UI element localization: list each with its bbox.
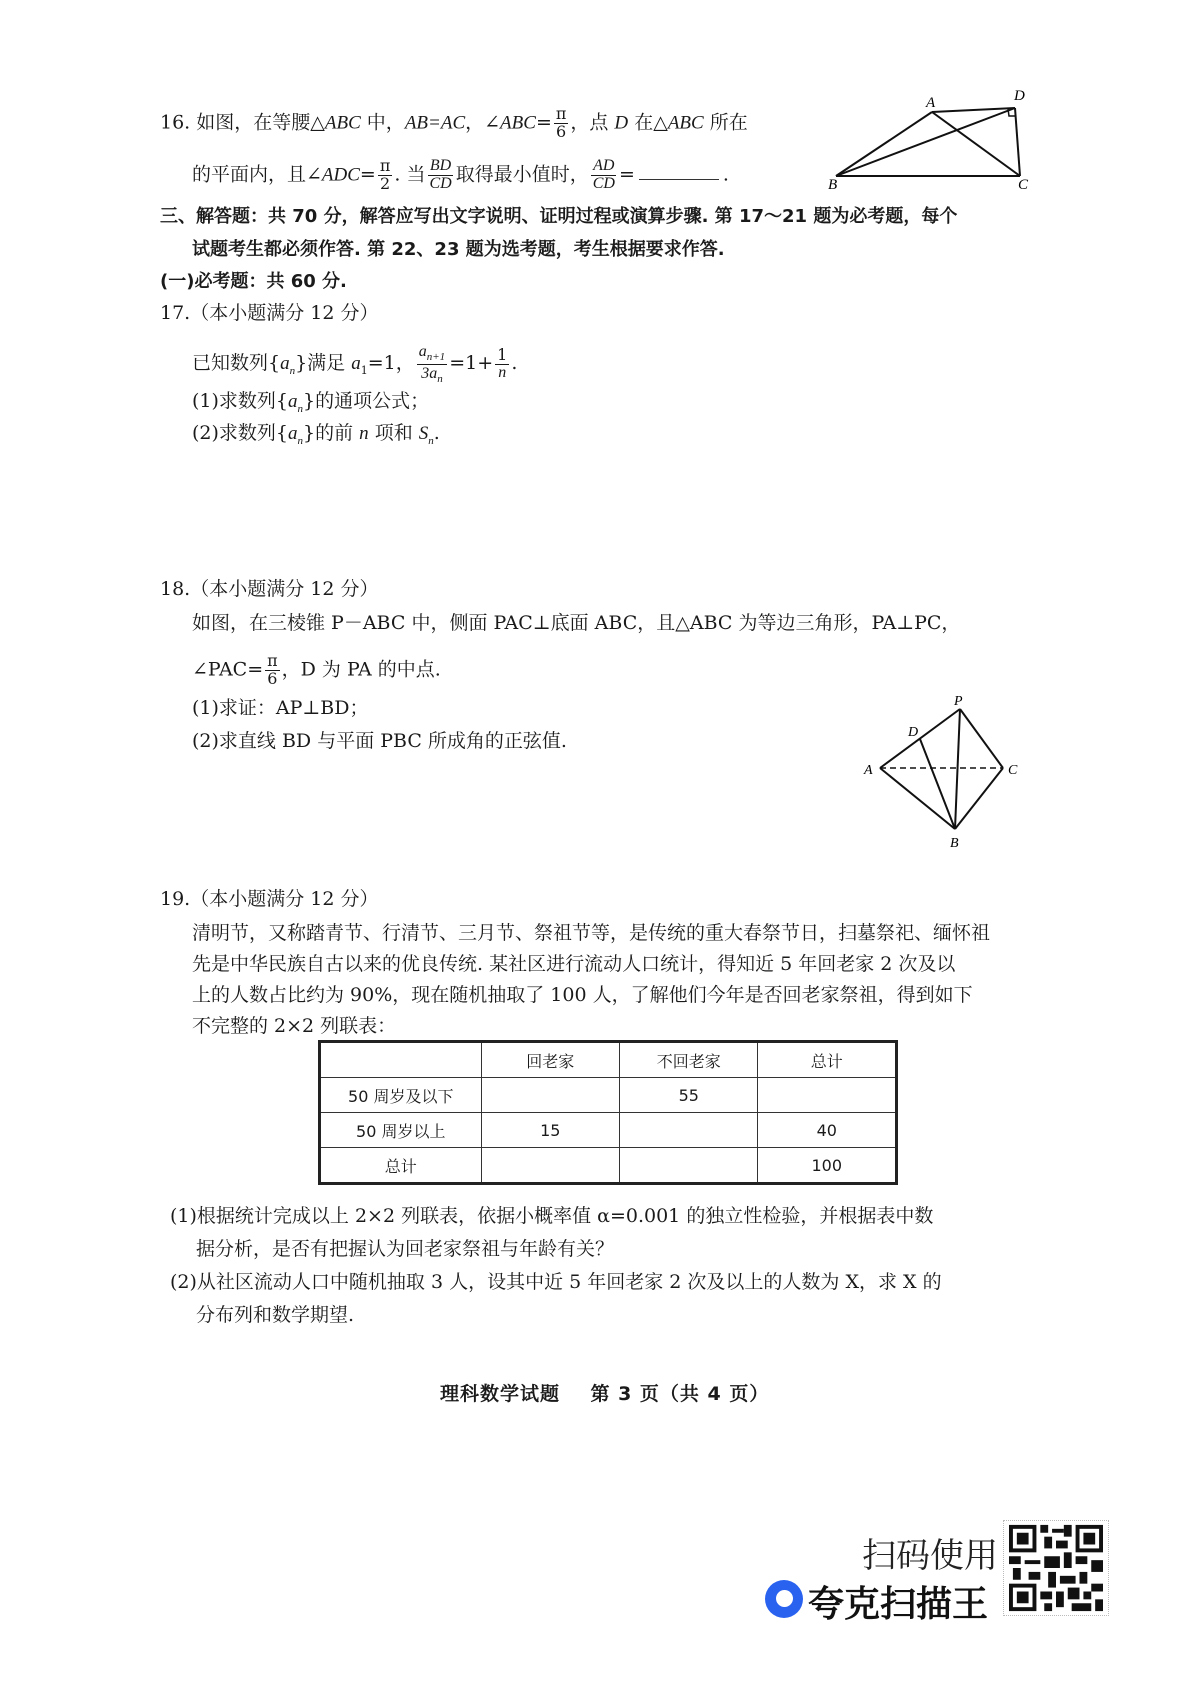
qr-code-icon[interactable] [1003,1520,1109,1616]
edge-AP [880,709,960,768]
text: }的前 [303,422,360,444]
num [417,343,447,365]
quark-logo-icon [765,1580,803,1618]
text: }的通项公式； [303,390,430,412]
q17-stem [192,343,517,385]
q19-line: 清明节，又称踏青节、行清节、三月节、祭祖节等，是传统的重大春祭节日，扫墓祭祀、缅怀祖 [192,922,991,944]
var: ABC [667,112,704,134]
label-D: D [1014,88,1025,104]
label-B: B [950,836,959,851]
q19-line: 先是中华民族自古以来的优良传统. 某社区进行流动人口统计，得知近 5 年回老家 2 次及以 [192,953,956,975]
label-A: A [926,95,936,111]
sub: n [297,402,304,415]
text: (2)求数列{ [192,422,289,444]
text: ，D 为 PA 的中点. [281,658,441,681]
edge-AC [932,112,1020,176]
table-cell: 100 [758,1148,897,1184]
q18-figure [860,690,1040,865]
section3-line1: 三、解答题：共 70 分，解答应写出文字说明、证明过程或演算步骤. 第 17～21 题为必考题，每个 [160,206,958,227]
num: BD [429,157,452,174]
num: π [555,104,567,123]
text: = [618,163,635,186]
table-cell: 总计 [320,1148,482,1184]
var: a [288,391,298,412]
fraction-1-n [495,344,509,382]
q18-line2 [192,653,441,688]
table-header-cell: 不回老家 [620,1042,758,1078]
text: . [433,422,440,444]
q19-part2-line2: 分布列和数学期望. [196,1304,355,1326]
var: D [614,112,629,134]
text: . [722,163,729,186]
fraction-pi-6 [554,106,569,141]
sub: 1 [360,364,368,378]
text: 项和 [368,422,419,444]
table-cell: 50 周岁及以下 [320,1078,482,1113]
text: 中， [360,111,405,134]
text: 取得最小值时， [455,163,589,186]
edge-AD [932,108,1015,112]
label-C: C [1018,177,1029,190]
text: 的平面内，且∠ [192,163,322,186]
var: a [351,353,361,375]
text: (1)求数列{ [192,390,289,412]
den [419,365,445,386]
table-row [320,1113,897,1148]
den: 2 [380,173,391,193]
table-header-cell [320,1042,482,1078]
table-cell: 50 周岁以上 [320,1113,482,1148]
num: π [379,156,391,175]
table-cell [481,1078,619,1113]
sub: n [297,434,304,447]
var: 3a [421,364,438,382]
label-C: C [1008,763,1018,778]
table-cell [620,1113,758,1148]
text: ，∠ [465,111,501,134]
table-cell [481,1148,619,1184]
text: ∠PAC= [192,658,264,681]
fraction-ad-cd [591,158,617,193]
q18-part2: (2)求直线 BD 与平面 PBC 所成角的正弦值. [192,730,567,752]
table-cell: 15 [481,1113,619,1148]
fraction-bd-cd [427,158,453,193]
var: S [418,423,429,444]
var: ADC [321,164,360,186]
q16-line1 [160,106,748,141]
num: π [267,651,278,670]
sub: n [437,372,443,385]
den: n [498,363,507,381]
q19-header: 19.（本小题满分 12 分） [160,888,379,910]
sub: n [289,365,296,378]
text: 所在 [703,111,748,134]
q17-part1 [192,392,429,415]
num: AD [593,157,615,174]
var: a [418,343,427,360]
contingency-table [318,1040,898,1185]
var: n [359,423,369,444]
text: 在△ [628,111,668,134]
text: = [535,111,552,134]
den: CD [429,174,452,192]
label-A: A [864,763,873,778]
text: 已知数列{ [192,352,281,375]
q17-header: 17.（本小题满分 12 分） [160,302,379,324]
var: a [288,423,298,444]
text: . 当 [394,163,426,186]
q19-part2-line1: (2)从社区流动人口中随机抽取 3 人，设其中近 5 年回老家 2 次及以上的人数为 X，求 X 的 [170,1271,942,1293]
table-row [320,1078,897,1113]
table-header-row [320,1042,897,1078]
edge-PC [960,709,1003,768]
page-footer: 理科数学试题 第 3 页（共 4 页） [440,1383,770,1405]
table-row [320,1148,897,1184]
num: 1 [497,344,508,364]
den: CD [592,174,615,192]
table-cell: 55 [620,1078,758,1113]
qr-pattern [1004,1521,1108,1615]
label-D: D [908,725,919,740]
q18-header: 18.（本小题满分 12 分） [160,578,379,600]
den: 6 [267,668,278,688]
var: ABC [324,112,361,134]
q19-part1-line1: (1)根据统计完成以上 2×2 列联表，依据小概率值 α=0.001 的独立性检验，并根据表中数 [170,1205,934,1227]
brand-name: 夸克扫描王 [808,1584,989,1625]
text: 16. 如图，在等腰△ [160,111,325,134]
var: a [280,353,290,375]
q19-line: 上的人数占比约为 90%，现在随机抽取了 100 人，了解他们今年是否回老家祭祖，得到如下 [192,984,973,1006]
q17-part2 [192,424,440,447]
text: =1， [367,352,415,375]
section3-required: (一)必考题：共 60 分. [160,271,347,292]
text: }满足 [295,352,352,375]
edge-PB [955,709,960,829]
q16-line2 [192,158,729,193]
label-B: B [828,177,838,190]
table-header-cell: 回老家 [481,1042,619,1078]
q18-part1: (1)求证：AP⊥BD； [192,697,369,719]
fraction-pi-2 [378,158,393,193]
q19-line: 不完整的 2×2 列联表： [192,1015,397,1037]
text: = [359,163,376,186]
text: =1+ [449,352,494,375]
answer-blank [639,179,719,180]
table-cell [758,1078,897,1113]
sub: n+1 [426,351,446,364]
q19-part1-line2: 据分析，是否有把握认为回老家祭祖与年龄有关？ [196,1238,615,1260]
edge-DC [1015,108,1020,176]
text: ，点 [570,111,615,134]
edge-BD [836,108,1015,176]
scan-to-use-text: 扫码使用 [862,1536,998,1576]
var: ABC [500,112,536,134]
edge-CB [955,768,1003,829]
table-cell [620,1148,758,1184]
label-P: P [954,694,963,709]
q16-figure [820,85,1040,190]
table-header-cell: 总计 [758,1042,897,1078]
section3-line2: 试题考生都必须作答. 第 22、23 题为选考题，考生根据要求作答. [192,239,725,260]
var: AB=AC [404,112,466,134]
q18-line1: 如图，在三棱锥 P－ABC 中，侧面 PAC⊥底面 ABC，且△ABC 为等边三角形，PA⊥PC， [192,612,961,634]
table-cell: 40 [758,1113,897,1148]
text: . [511,352,518,375]
den: 6 [556,121,567,141]
fraction-pi-6 [265,653,280,688]
fraction-recurrence [417,343,447,385]
sub: n [428,434,434,447]
